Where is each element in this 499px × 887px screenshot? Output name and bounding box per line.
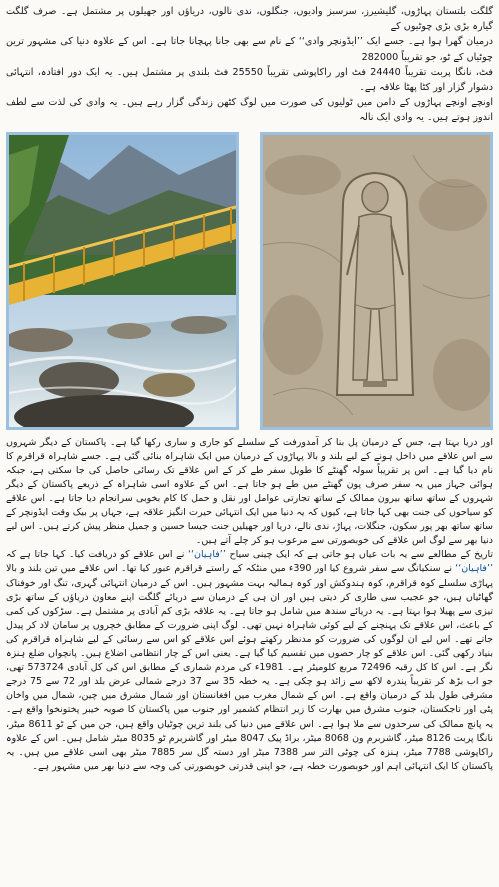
bridge-river-image bbox=[9, 135, 236, 427]
photo-row bbox=[6, 132, 493, 430]
body-paragraph-2-part-c: نے سنکیانگ سے سفر شروع کیا اور 390ء میں منٹکہ کے راستے قراقرم عبور کیا تھا۔ اس علاقے میں تین بلند و بالا پہاڑی سلسلے کوہ قراقرم، کوہ ہندوکش اور کوہ ہمالیہ بہت مشہور ہیں۔ اس کے درمیان انتہائی گہری، تنگ اور خوفناک گھاٹیاں ہیں، جو عجیب سی طاری کر دیتی ہیں اور ان ہی کے درمیان سے دریائے گلگت اپنے معاون دریاؤں کے ساتھ بڑی تیزی سے پھیلا ہوا بہتا ہے۔ یہ دریائے سندھ میں شامل ہو جاتا ہے۔ یہ علاقہ بڑی کم آبادی پر مشتمل ہے۔ سڑکوں کی کمی کے باعث، اس علاقے تک پہنچنے کے لیے کوئی شاہراہ نہیں تھی۔ لوگ اپنی ضرورت کے مطابق خچروں پر سامان لاد کر پیدل جاتے تھے۔ اس لیے ان لوگوں کی ضرورت کو مدنظر رکھتے ہوئے اس علاقے کو اس سے رسائی کے لیے شاہراہ قراقرم کی بنیاد رکھی گئی۔ اس علاقے کو چار حصوں میں تقسیم کیا گیا ہے۔ یعنی اس کے چار انتظامی اضلاع ہیں۔ پانچواں ضلع ہنزہ نگر ہے۔ اس کا کل رقبہ 72496 مربع کلومیٹر ہے۔ 1981ء کی مردم شماری کے مطابق اس کی کل آبادی 573724 تھی، جو اب بڑھ کر تقریباً پندرہ لاکھ سے زائد ہو چکی ہے۔ یہ خطہ 35 سے 37 درجے شمالی عرض بلد اور 72 سے 75 درجے مشرقی طول بلد کے درمیان واقع ہے۔ اس کے شمال مغرب میں افغانستان اور شمال مشرق میں چین، شمال میں واخان پٹی اور تاجکستان، جنوب مشرق میں بھارت کا زیر انتظام کشمیر اور جنوب میں پاکستان کا صوبہ خیبر پختونخوا واقع ہے۔ یہ پانچ ممالک کی سرحدوں سے ملا ہوا ہے۔ اس علاقے میں دنیا کی بلند ترین چوٹیاں واقع ہیں، جن میں کے ٹو 8611 میٹر، نانگا پربت 8126 میٹر، گاشربرم ون 8068 میٹر، براڈ پیک 8047 میٹر اور گاشربرم ٹو 8035 میٹر شامل ہیں۔ اس کے علاوہ راکاپوشی 7788 میٹر، ہنزہ کی چوٹی التر سر 7388 میٹر اور دستہ گل سر 7885 میٹر بھی اسی علاقے میں ہیں۔ یہ پاکستان کا ایک انتہائی اہم اور خوبصورت خطہ ہے، جو اپنی قدرتی خوبصورتی کی وجہ سے دنیا بھر میں مشہور ہے۔ bbox=[6, 563, 494, 772]
intro-line-2: درمیان گھرا ہوا ہے۔ جسے ایک ’’ایڈونچر وادی‘‘ کے نام سے بھی جانا پہچانا جاتا ہے۔ اس کے علاوہ دنیا کی مشہور ترین چوٹیاں کے ٹو، جو تقریباً 282000 bbox=[6, 36, 493, 63]
intro-line-1: گلگت بلتستان پہاڑوں، گلیشیرز، سرسبز وادیوں، جنگلوں، ندی نالوں، دریاؤں اور جھیلوں پر مشتمل ہے۔ صرف گلگت گیارہ بڑی بڑی چوٹیوں کے bbox=[6, 6, 493, 33]
body-paragraph-2-part-a: تاریخ کے مطالعے سے یہ بات عیاں ہو جاتی ہے کہ ایک چینی سیاح bbox=[225, 549, 494, 561]
bridge-river-photo bbox=[6, 132, 239, 430]
intro-paragraph bbox=[6, 4, 493, 126]
traveler-name-highlight-1: ’’فاہیان‘‘ bbox=[188, 549, 226, 561]
traveler-name-highlight-2: ’’فاہیان‘‘ bbox=[455, 563, 493, 575]
body-paragraph-2 bbox=[6, 548, 493, 774]
intro-line-4: اونچے اونچے پہاڑوں کے دامن میں ٹولیوں کی صورت میں لوگ کٹھن زندگی گزار رہے ہیں۔ یہ وادی کی لذت سے لطف اندوز ہوتے ہیں۔ یہ وادی ایک نالہ bbox=[6, 97, 493, 124]
rock-carving-image bbox=[263, 135, 490, 427]
body-text bbox=[6, 436, 493, 774]
body-paragraph-1: اور دریا بہتا ہے، جس کے درمیان پل بنا کر آمدورفت کے سلسلے کو جاری و ساری رکھا گیا ہے۔ پاکستان کے دیگر شہروں سے اس علاقے میں داخل ہونے کے لیے بلند و بالا پہاڑوں کے درمیان میں ایک شاہراہ بنائی گئی ہے۔ جسے شاہراہ قراقرم کا نام دیا گیا ہے۔ اس پر تقریباً سولہ گھنٹے کا طویل سفر طے کر کے اس علاقے تک رسائی حاصل کی جا سکتی ہے، جبکہ ہوائی جہاز میں یہ سفر صرف پون گھنٹے میں طے ہو جاتا ہے۔ اس کے علاوہ اسی شاہراہ کے ذریعے پاکستان کے دیگر شہروں کے ساتھ ساتھ بیرون ممالک کے ساتھ تجارتی عوامل اور نقل و حمل کا کام بخوبی سرانجام دیا جاتا ہے۔ اس علاقے کو سیاحوں کی جنت بھی کہا جاتا ہے، کیوں کہ یہ دنیا میں ایک انتہائی حیرت انگیز علاقہ ہے، جہاں پر بیک وقت ایڈونچر کے ساتھ ساتھ بھر پور سکون، جنگلات، پہاڑ، ندی نالے، دریا اور جھیلیں جنت جیسا حسین و جمیل منظر پیش کرتے ہیں۔ اس لیے دنیا بھر سے لوگ اس علاقے کی خوبصورتی سے مرعوب ہو کر چلے آتے ہیں۔ bbox=[6, 436, 493, 547]
rock-carving-photo bbox=[260, 132, 493, 430]
body-paragraph-2-part-b: نے اس علاقے کو دریافت کیا۔ کہا جاتا ہے کہ bbox=[6, 549, 189, 561]
intro-line-3: فٹ، نانگا پربت تقریباً 24440 فٹ اور راکاپوشی تقریباً 25550 فٹ بلندی پر مشتمل ہیں۔ یہ ایک دور افتادہ، انتہائی دشوار گزار اور کٹا پھٹا علاقہ ہے۔ bbox=[6, 66, 493, 94]
